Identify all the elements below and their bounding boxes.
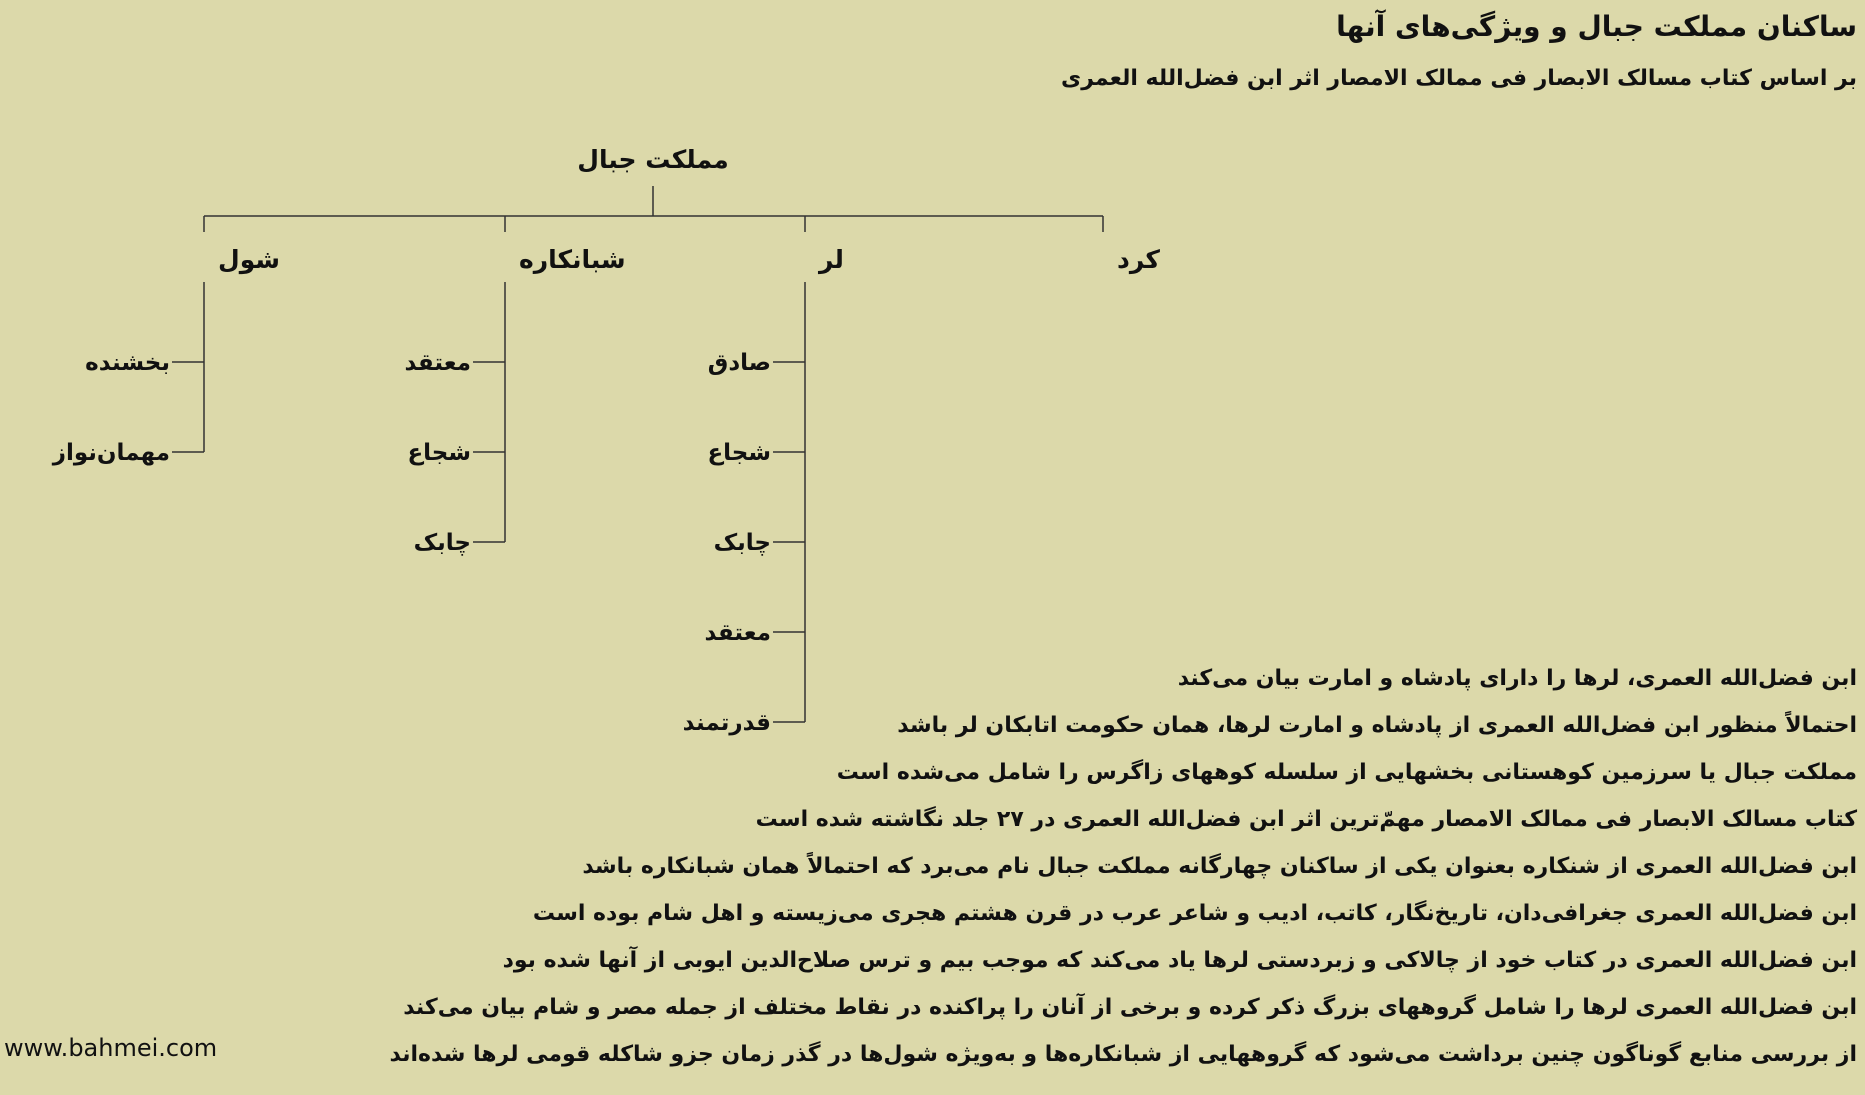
- page-title: ساکنان مملکت جبال و ویژگی‌های آنها: [1336, 10, 1857, 43]
- trait-label: صادق: [707, 350, 771, 376]
- group-label: لر: [819, 245, 844, 274]
- note-item: احتمالاً منظور ابن فضل‌الله العمری از پادشاه و امارت لرها، همان حکومت اتابکان لر باشد: [897, 713, 1857, 738]
- note-item: ابن فضل‌الله العمری جغرافی‌دان، تاریخ‌نگار، کاتب، ادیب و شاعر عرب در قرن هشتم هجری می‌زیسته و اهل شام بوده است: [532, 901, 1857, 926]
- note-item: مملکت جبال یا سرزمین کوهستانی بخشهایی از سلسله کوههای زاگرس را شامل می‌شده است: [836, 760, 1857, 785]
- note-item: ابن فضل‌الله العمری، لرها را دارای پادشاه و امارت بیان می‌کند: [1177, 666, 1857, 691]
- trait-label: معتقد: [704, 620, 771, 646]
- trait-label: مهمان‌نواز: [52, 440, 170, 466]
- note-item: کتاب مسالک الابصار فی ممالک الامصار مهمّ‌ترین اثر ابن فضل‌الله العمری در ۲۷ جلد نگاشته شده است: [755, 807, 1857, 832]
- trait-label: چابک: [713, 530, 771, 556]
- trait-label: بخشنده: [85, 350, 170, 376]
- page-subtitle: بر اساس کتاب مسالک الابصار فی ممالک الامصار اثر ابن فضل‌الله العمری: [1061, 66, 1857, 91]
- group-label: کرد: [1117, 245, 1160, 274]
- group-label: شبانکاره: [519, 245, 626, 274]
- note-item: از بررسی منابع گوناگون چنین برداشت می‌شود که گروههایی از شبانکاره‌ها و به‌ویژه شول‌ها در گذر زمان جزو شاکله قومی لرها شده‌اند: [389, 1042, 1857, 1067]
- trait-label: قدرتمند: [682, 710, 771, 736]
- website-url: www.bahmei.com: [4, 1034, 218, 1062]
- group-label: شول: [218, 245, 280, 274]
- notes-list: [390, 655, 1857, 1078]
- trait-label: معتقد: [404, 350, 471, 376]
- tree-root: مملکت جبال: [577, 145, 729, 174]
- note-item: ابن فضل‌الله العمری لرها را شامل گروههای بزرگ ذکر کرده و برخی از آنان را پراکنده در نقاط مختلف از جمله مصر و شام بیان می‌کند: [403, 995, 1857, 1020]
- trait-label: شجاع: [407, 440, 471, 466]
- tree-connectors: [172, 186, 1103, 722]
- note-item: ابن فضل‌الله العمری در کتاب خود از چالاکی و زبردستی لرها یاد می‌کند که موجب بیم و ترس صلاح‌الدین ایوبی از آنها شده بود: [502, 948, 1857, 973]
- note-item: ابن فضل‌الله العمری از شنکاره بعنوان یکی از ساکنان چهارگانه مملکت جبال نام می‌برد که احتمالاً همان شبانکاره باشد: [582, 854, 1857, 879]
- trait-label: چابک: [413, 530, 471, 556]
- tree-labels: [52, 145, 1161, 736]
- trait-label: شجاع: [707, 440, 771, 466]
